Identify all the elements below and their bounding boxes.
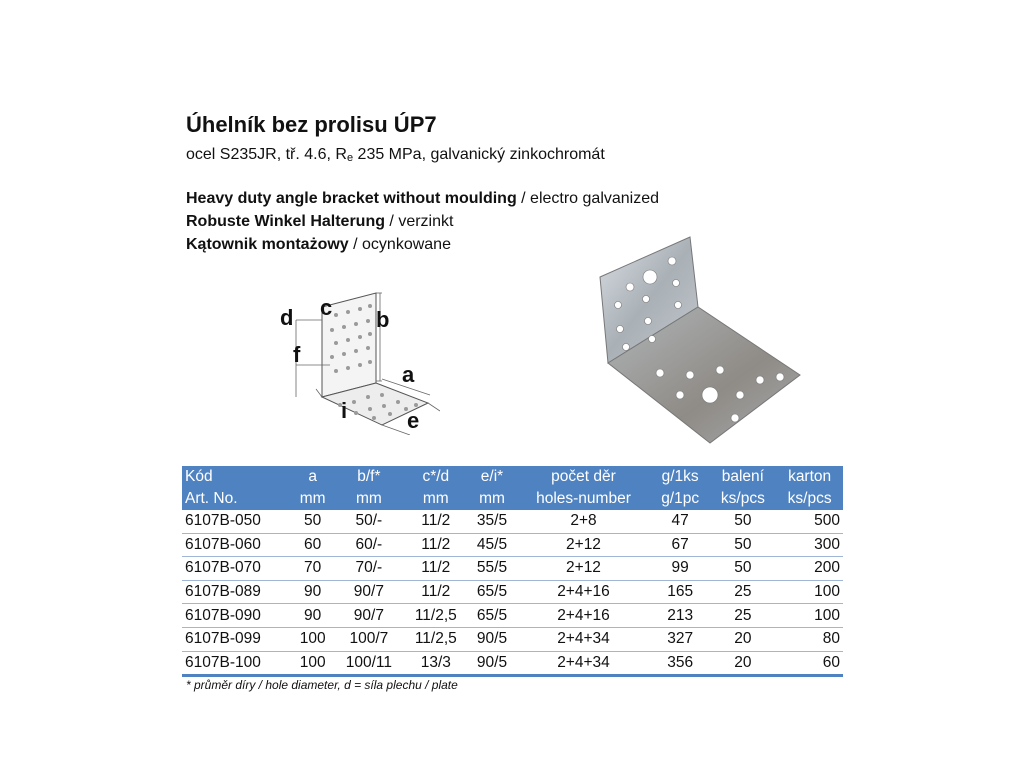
material-spec-subscript: e	[346, 152, 354, 164]
table-cell: 20	[710, 627, 777, 651]
table-cell: 67	[651, 533, 710, 557]
table-cell: 2+8	[516, 510, 651, 533]
table-cell: 100/11	[334, 651, 404, 676]
table-cell: 6107B-060	[182, 533, 291, 557]
page-title: Úhelník bez prolisu ÚP7	[186, 112, 437, 137]
table-cell: 500	[776, 510, 843, 533]
table-cell: 50/-	[334, 510, 404, 533]
table-cell: 90/7	[334, 604, 404, 628]
column-header: mm	[334, 488, 404, 510]
column-header: Art. No.	[182, 488, 291, 510]
column-header: Kód	[182, 466, 291, 488]
diagram-label-d: d	[280, 305, 294, 330]
column-header: g/1ks	[651, 466, 710, 488]
table-cell: 11/2	[404, 533, 468, 557]
table-cell: 2+4+16	[516, 604, 651, 628]
table-cell: 45/5	[468, 533, 516, 557]
table-cell: 300	[776, 533, 843, 557]
table-row	[182, 510, 843, 533]
table-header-row	[182, 488, 843, 510]
table-cell: 165	[651, 580, 710, 604]
table-cell: 99	[651, 557, 710, 581]
table-cell: 50	[710, 557, 777, 581]
table-cell: 6107B-099	[182, 627, 291, 651]
table-cell: 356	[651, 651, 710, 676]
column-header: mm	[404, 488, 468, 510]
table-cell: 25	[710, 604, 777, 628]
table-header-row	[182, 466, 843, 488]
column-header: ks/pcs	[776, 488, 843, 510]
table-cell: 70	[291, 557, 334, 581]
table-cell: 6107B-089	[182, 580, 291, 604]
table-cell: 11/2	[404, 580, 468, 604]
table-cell: 65/5	[468, 604, 516, 628]
diagram-label-c: c	[320, 295, 333, 320]
table-cell: 90	[291, 580, 334, 604]
table-row	[182, 627, 843, 651]
diagram-label-i: i	[341, 398, 348, 423]
description-normal: / verzinkt	[384, 213, 454, 230]
column-header: c*/d	[404, 466, 468, 488]
description-pl	[186, 236, 451, 254]
diagram-label-e: e	[407, 408, 420, 433]
table-cell: 100	[776, 580, 843, 604]
table-cell: 50	[291, 510, 334, 533]
table-cell: 100	[291, 651, 334, 676]
specification-table	[182, 466, 843, 677]
table-cell: 90	[291, 604, 334, 628]
table-row	[182, 533, 843, 557]
table-cell: 80	[776, 627, 843, 651]
column-header: ks/pcs	[710, 488, 777, 510]
column-header: holes-number	[516, 488, 651, 510]
bracket-product-image	[590, 235, 810, 450]
table-cell: 70/-	[334, 557, 404, 581]
column-header: a	[291, 466, 334, 488]
column-header: balení	[710, 466, 777, 488]
table-cell: 50	[710, 510, 777, 533]
table-cell: 100/7	[334, 627, 404, 651]
column-header: g/1pc	[651, 488, 710, 510]
material-spec-part: 235 MPa, galvanický zinkochromát	[353, 146, 605, 163]
column-header: karton	[776, 466, 843, 488]
table-cell: 6107B-050	[182, 510, 291, 533]
table-cell: 90/7	[334, 580, 404, 604]
table-cell: 100	[776, 604, 843, 628]
table-cell: 11/2,5	[404, 604, 468, 628]
diagram-label-f: f	[293, 342, 301, 367]
table-row	[182, 557, 843, 581]
table-cell: 2+12	[516, 557, 651, 581]
table-cell: 213	[651, 604, 710, 628]
description-bold: Kątownik montażowy	[186, 236, 349, 253]
material-spec	[186, 146, 605, 164]
table-row	[182, 651, 843, 676]
table-cell: 55/5	[468, 557, 516, 581]
column-header: počet děr	[516, 466, 651, 488]
column-header: mm	[468, 488, 516, 510]
footnote: * průměr díry / hole diameter, d = síla plechu / plate	[186, 678, 458, 692]
table-cell: 60	[291, 533, 334, 557]
table-cell: 11/2,5	[404, 627, 468, 651]
column-header: mm	[291, 488, 334, 510]
table-cell: 2+4+16	[516, 580, 651, 604]
table-cell: 11/2	[404, 557, 468, 581]
table-cell: 6107B-100	[182, 651, 291, 676]
column-header: e/i*	[468, 466, 516, 488]
table-cell: 60/-	[334, 533, 404, 557]
description-bold: Heavy duty angle bracket without moulding	[186, 190, 517, 207]
description-normal: / ocynkowane	[348, 236, 451, 253]
table-cell: 90/5	[468, 651, 516, 676]
table-cell: 6107B-090	[182, 604, 291, 628]
table-cell: 2+4+34	[516, 627, 651, 651]
table-cell: 2+12	[516, 533, 651, 557]
table-cell: 327	[651, 627, 710, 651]
description-bold: Robuste Winkel Halterung	[186, 213, 385, 230]
table-cell: 200	[776, 557, 843, 581]
diagram-label-a: a	[402, 362, 415, 387]
table-cell: 65/5	[468, 580, 516, 604]
table-cell: 100	[291, 627, 334, 651]
table-cell: 50	[710, 533, 777, 557]
table-cell: 25	[710, 580, 777, 604]
table-row	[182, 580, 843, 604]
table-cell: 35/5	[468, 510, 516, 533]
description-en	[186, 190, 659, 208]
description-normal: / electro galvanized	[516, 190, 660, 207]
table-cell: 2+4+34	[516, 651, 651, 676]
material-spec-part: ocel S235JR, tř. 4.6, R	[186, 146, 347, 163]
table-cell: 20	[710, 651, 777, 676]
diagram-label-b: b	[376, 307, 390, 332]
table-cell: 60	[776, 651, 843, 676]
table-cell: 90/5	[468, 627, 516, 651]
table-cell: 11/2	[404, 510, 468, 533]
description-de	[186, 213, 453, 231]
table-cell: 6107B-070	[182, 557, 291, 581]
table-row	[182, 604, 843, 628]
column-header: b/f*	[334, 466, 404, 488]
table-cell: 13/3	[404, 651, 468, 676]
table-cell: 47	[651, 510, 710, 533]
